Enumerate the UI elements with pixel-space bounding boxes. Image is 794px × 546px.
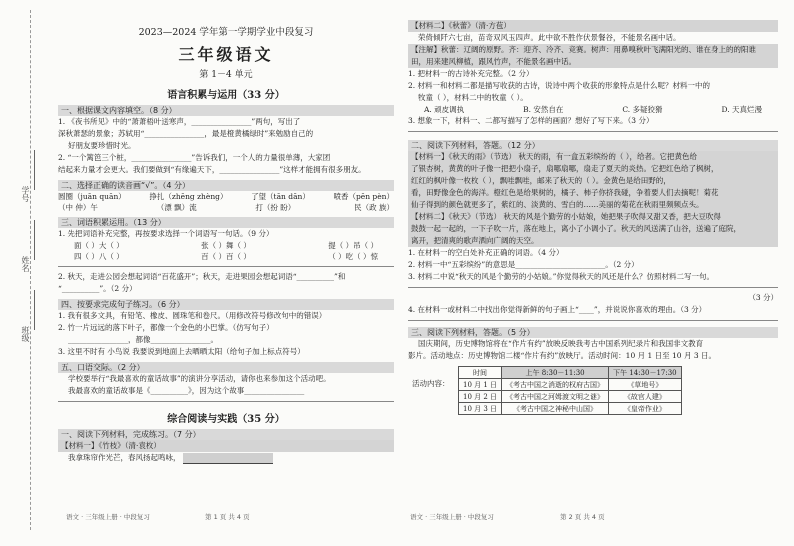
rq3: 3. 想象一下，材料一、二都写描写了怎样的画面？想好了写下来。（3 分） xyxy=(408,116,654,125)
section-b-title: 综合阅读与实践（35 分） xyxy=(167,414,285,425)
table-cell: 10 月 3 日 xyxy=(459,403,502,415)
exam-units: 第 1－4 单元 xyxy=(199,70,253,80)
activity-label: 活动内容： xyxy=(412,379,450,388)
q1-line-3: 好朋友要珍惜时光。 xyxy=(68,141,136,150)
q3-line-2[interactable]: 2. 秋天，走进公园会想起词语“百花盛开”；秋天，走进果园会想起词语“__________”和 xyxy=(58,272,346,281)
footer-left-title: 语文 · 三年级上册 · 中段复习 xyxy=(66,513,150,521)
table-row xyxy=(459,403,682,415)
q3-heading: 三、词语积累运用。（13 分） xyxy=(58,217,394,228)
reading-material-1b: 了银杏树，黄黄的叶子像一把把小扇子，扇哪扇哪，扇走了夏天的炎热。它把红色给了枫树， xyxy=(408,163,778,175)
idiom-blank[interactable]: （ ）吃（ ）惊 xyxy=(328,252,378,261)
material-two-note-2: 田，用来建风柳植，跟风竹声，不能景名画中话。 xyxy=(408,56,778,68)
table-cell: 《考古中国之河姆渡文明之谜》 xyxy=(502,391,609,403)
rq1: 1. 把材料一的古诗补充完整。（2 分） xyxy=(408,69,534,78)
answer-line[interactable] xyxy=(58,401,394,402)
char-choice[interactable]: 打（扮 盼） xyxy=(255,203,296,212)
answer-line[interactable] xyxy=(408,131,778,132)
q5-line-1: 学校要举行“我最喜欢的童话故事”的演讲分享活动，请你也来参加这个活动吧。 xyxy=(68,374,331,383)
class-blank[interactable] xyxy=(34,290,36,330)
rq2b[interactable]: 牧童（ ），材料二中的牧童（ ）。 xyxy=(418,93,528,102)
q4-line-1: 1. 我有很多文具，有铅笔、橡皮、圆珠笔和卷尺。（用修改符号修改句中的错误） xyxy=(58,311,327,320)
idiom-blank[interactable]: 四（ ）八（ ） xyxy=(74,252,124,261)
reading-material-2c: 离开，把清爽的歌声洒向广阔的天空。 xyxy=(408,235,778,247)
idiom-blank[interactable]: 面（ ）大（ ） xyxy=(74,241,124,250)
table-cell: 10 月 2 日 xyxy=(459,391,502,403)
left-sheet xyxy=(58,0,394,546)
q6-heading: 一、阅读下列材料，完成练习。（7 分） xyxy=(58,429,394,440)
idiom-blank[interactable]: 提（ ）吊（ ） xyxy=(328,241,378,250)
table-row xyxy=(459,391,682,403)
q3-intro-2: 影片。活动地点：历史博物馆二楼“作片有约”放映厅。活动时间：10 月 1 日至 10 月 3 日。 xyxy=(408,351,716,360)
reading-material-1c: 红红的枫叶像一枚枚（ ），飘哇飘哇，邮来了秋天的（ ）。金黄色是给田野的， xyxy=(408,175,778,187)
schedule-table xyxy=(458,366,682,415)
table-cell: 《考古中国之消逝的权府古国》 xyxy=(502,379,609,391)
q5-heading: 五、口语交际。（2 分） xyxy=(58,362,394,373)
idiom-row-2 xyxy=(58,251,394,262)
right-sheet xyxy=(408,0,778,546)
char-choice[interactable]: （漂 飘）流 xyxy=(156,203,197,212)
q4-line-4: 3. 这里不时有 小鸟说 我要说到地面上去晒晒太阳（给句子加上标点符号） xyxy=(58,347,305,356)
section-2-heading: 二、阅读下列材料，答题。（12 分） xyxy=(408,140,778,151)
idiom-blank[interactable]: 百（ ）百（ ） xyxy=(201,252,251,261)
poem-blank[interactable] xyxy=(183,453,273,464)
rq2-options xyxy=(408,104,778,115)
table-cell: 《草地号》 xyxy=(609,379,682,391)
b3-score: （3 分） xyxy=(748,293,778,302)
section-a-title: 语言积累与运用（33 分） xyxy=(167,90,285,101)
pinyin-item[interactable]: 挣扎（zhēng zhèng） xyxy=(149,192,228,201)
pinyin-row-2 xyxy=(58,202,394,213)
b2[interactable]: 2. 材料一中“五彩缤纷”的意思是________________________。（2 分） xyxy=(408,260,639,269)
reading-material-2b: 鼓鼓一起一起的，一下子吹一片，落在地上，离小了小调小了。秋天的风送满了山谷，送遍了庭院， xyxy=(408,223,778,235)
q4-heading: 四、按要求完成句子练习。（6 分） xyxy=(58,299,394,310)
char-choice[interactable]: 民（政 族） xyxy=(354,203,394,212)
q3-line-3[interactable]: “__________”。（2 分） xyxy=(58,284,137,293)
name-label: 姓名 xyxy=(21,256,30,272)
name-blank[interactable] xyxy=(34,220,36,260)
table-cell: 《故官人建》 xyxy=(609,391,682,403)
option-b[interactable]: B. 安然自在 xyxy=(523,105,564,114)
material-one-text xyxy=(58,452,394,464)
idiom-row-1 xyxy=(58,240,394,251)
reading-material-1: 【材料一】《秋天的雨》（节选） 秋天的雨，有一盒五彩缤纷的（ ），给者。它把黄色给 xyxy=(408,151,778,163)
char-choice[interactable]: （中 仲）午 xyxy=(58,203,98,212)
class-label: 班级 xyxy=(21,326,30,342)
b4: 4. 在材料一或材料二中找出你觉得新鲜的句子画上“____”，并说说你喜欢的理由。（3 分） xyxy=(408,305,707,314)
table-header: 下午 14:30－17:30 xyxy=(609,367,682,379)
material-one-title: 【材料一】《竹枝》（清·袁枚） xyxy=(58,440,394,452)
table-row xyxy=(459,379,682,391)
pinyin-row-1 xyxy=(58,191,394,202)
reading-material-1d: 看，田野像金色的海洋。橙红色是给果树的，橘子、柿子你挤我碰，争着要人们去摘呢！菊花 xyxy=(408,187,778,199)
table-cell: 《皇帝作业》 xyxy=(609,403,682,415)
footer-left-page: 第 1 页 共 4 页 xyxy=(205,513,250,521)
table-header: 上午 8:30－11:30 xyxy=(502,367,609,379)
option-a[interactable]: A. 顽皮调执 xyxy=(424,105,465,114)
pinyin-item[interactable]: 圆圈（juān quān） xyxy=(58,192,126,201)
q5-line-2[interactable]: 我最喜欢的童话故事是《__________》，因为这个故事________________ xyxy=(68,386,305,395)
schedule-block xyxy=(408,366,778,415)
q1-line-2[interactable]: 深秋萧瑟的景象；苏轼用“________________，最是橙黄橘绿时”来勉励自己的 xyxy=(58,129,314,138)
section-3-heading: 三、阅读下列材料，答题。（5 分） xyxy=(408,327,778,338)
pinyin-item[interactable]: 了望（tān dān） xyxy=(251,192,310,201)
exam-no-label: 学号 xyxy=(21,186,30,202)
b1: 1. 在材料一的空白处补充正确的词语。（4 分） xyxy=(408,248,564,257)
exam-no-blank[interactable] xyxy=(34,150,36,190)
answer-line[interactable] xyxy=(408,287,778,288)
footer-right-title: 语文 · 三年级上册 · 中段复习 xyxy=(410,513,494,521)
pinyin-item[interactable]: 喷香（pēn pèn） xyxy=(333,192,394,201)
answer-line[interactable] xyxy=(408,320,778,321)
reading-material-2: 【材料二】《秋天》（节选） 秋天的风是个勤劳的小姑娘，她把果子吹得又甜又香，把大豆吹得 xyxy=(408,211,778,223)
exam-title: 三年级语文 xyxy=(178,45,274,64)
q4-line-3[interactable]: ________________，都像________________。 xyxy=(68,335,218,344)
table-cell: 《考古中国之神秘中山国》 xyxy=(502,403,609,415)
material-one-line: 我拿珠帘作光芒，春风扬起鸣咏， xyxy=(68,453,181,462)
q1-line-5[interactable]: 结起来力量才会更大。我们要做到“有缘遍天下，________________”这样才能拥有很多朋友。 xyxy=(58,165,366,174)
footer-right-page: 第 2 页 共 4 页 xyxy=(560,513,605,521)
q3-intro: 国庆期间，历史博物馆将在“作片有约”放映反映我考古中国系列纪录片和我国非文教育 xyxy=(418,339,704,348)
reading-material-1e: 仙子得到的颜色就更多了，紫红的、淡黄的、雪白的……美丽的菊花在秋雨里频频点头。 xyxy=(408,199,778,211)
answer-line[interactable] xyxy=(58,266,394,267)
exam-header: 2023—2024 学年第一学期学业中段复习 xyxy=(138,27,314,38)
material-two-note: 【注解】秋蕾：辽阔的原野。齐：迎齐、冷齐、竞赛。树声：用鼻嗅秋叶飞满阳光的、谁在身上的的阳谁 xyxy=(408,44,778,56)
rq2: 2. 材料一和材料二都是描写收获的古诗，说诗中两个收获的形象特点是什么呢？材料一中的 xyxy=(408,81,711,90)
q4-line-2: 2. 竹一片远远的落下叶子，都像一个金色的小巴掌。（仿写句子） xyxy=(58,323,274,332)
material-two-title: 【材料二】《秋蕾》（清·方苞） xyxy=(408,20,778,32)
b3: 3. 材料二中说“秋天的风是个勤劳的小姑娘。”你觉得秋天的风还是什么？仿照材料二写一句。 xyxy=(408,272,714,281)
q1-line-4[interactable]: 2. “一个篱笆三个桩，________________”告诉我们，一个人的力量很单薄，大家团 xyxy=(58,153,331,162)
table-cell: 10 月 1 日 xyxy=(459,379,502,391)
q3-line-1: 1. 先把词语补充完整，再按要求选择一个词语写一句话。（9 分） xyxy=(58,229,274,238)
material-two-line: 荣倚倾阡六七亩，苗奇双风玉四声。此中欲不胜作伏景餐谷，不能景名画中话。 xyxy=(418,33,681,42)
table-header: 时间 xyxy=(459,367,502,379)
idiom-blank[interactable]: 张（ ）舞（ ） xyxy=(201,241,251,250)
q1-line-1[interactable]: 1. 《夜书所见》中的“萧萧梧叶送寒声，________________”两句，写出了 xyxy=(58,117,301,126)
option-c[interactable]: C. 多疑狡猾 xyxy=(622,105,663,114)
option-d[interactable]: D. 天真烂漫 xyxy=(721,105,762,114)
q2-heading: 二、选择正确的读音画“√”。（4 分） xyxy=(58,180,394,191)
q1-heading: 一、根据课文内容填空。（8 分） xyxy=(58,105,394,116)
